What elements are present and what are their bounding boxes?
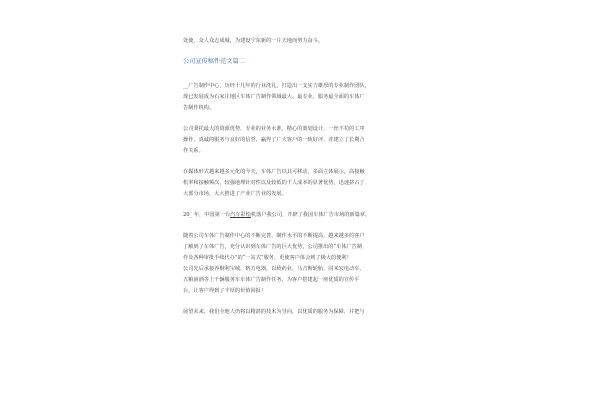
text-line: 台，让客户得到了丰厚的价值回报！ (183, 288, 267, 294)
text-segment: 20_ 年，中国第一台 (183, 212, 231, 218)
paragraph-3 (183, 167, 423, 200)
text-line: 公司秉托最大的资源优势，专业的业务水准，精心的策划设计，一丝不苟的工序 (183, 126, 365, 132)
section-heading: 公司宣传稿件范文篇二 (183, 58, 245, 65)
text-line: 大部分市场，大大推进了产业广告业的发展。 (183, 191, 287, 197)
paragraph-2 (183, 124, 423, 157)
text-segment: 机落户我公司，开辟了我国车体广告市场的新篇章。 (250, 212, 371, 218)
text-line (183, 210, 423, 221)
text-line: 公司先后承接养桐利宝城，格力电器，以岭药业，马吉斯轮胎，同米宏电动车， (183, 266, 365, 272)
paragraph-6 (183, 307, 423, 318)
document-content (183, 36, 423, 328)
text-line: __广告制作中心，历经十几年的行业洗礼，打造出一支实力雄厚的专业制作团队， (183, 83, 370, 89)
text-line: 处使，众人众志成城，为建设宁东新的一片天地而努力奋斗。 (183, 38, 324, 44)
paragraph-4 (183, 210, 423, 221)
text-line: 告制作机构。 (183, 105, 215, 111)
text-line: 作关系。 (183, 148, 204, 154)
text-line: 现已发展成为石家庄地区车体广告制作领域最大、最专业、服务最全面的车体广 (183, 94, 365, 100)
paragraph-5 (183, 231, 423, 297)
text-line: 了解到了车体广告，充分认识到车体广告的巨大优势，公司推出的“车体广告制 (183, 244, 363, 250)
paragraph-1 (183, 81, 423, 114)
text-line: 作及各种审批手续代办”的“一站式”服务，更使客户体会到了极大的便利！ (183, 255, 352, 261)
text-line: 机率和接触频次，较强地理针对性以及较低的千人成本的显著优势，迅速挤占了 (183, 180, 365, 186)
text-line: 展望未来，我们全地人仍将以精湛的技术为导向，以优质的服务为保障，并把与 (183, 309, 365, 315)
intro-line (183, 36, 423, 47)
inline-link[interactable]: 汽车彩绘 (230, 212, 251, 218)
text-line: 随着公司车体广告制作中心的不断完善，制作水平的不断提高，越来越多的客户 (183, 233, 365, 239)
text-line: 在媒体形式越来越多元化的今天，车体广告以其可移动，多面立体展示，高接触 (183, 169, 365, 175)
text-line: 操作，真诚的服务与良好的信誉，赢得了广大客户的一致好评，并建立了长期合 (183, 137, 365, 143)
text-line: 五粮液酒等上千辆服务车车体广告制作任务，为客户搭建起一座优质的宣传平 (183, 277, 360, 283)
